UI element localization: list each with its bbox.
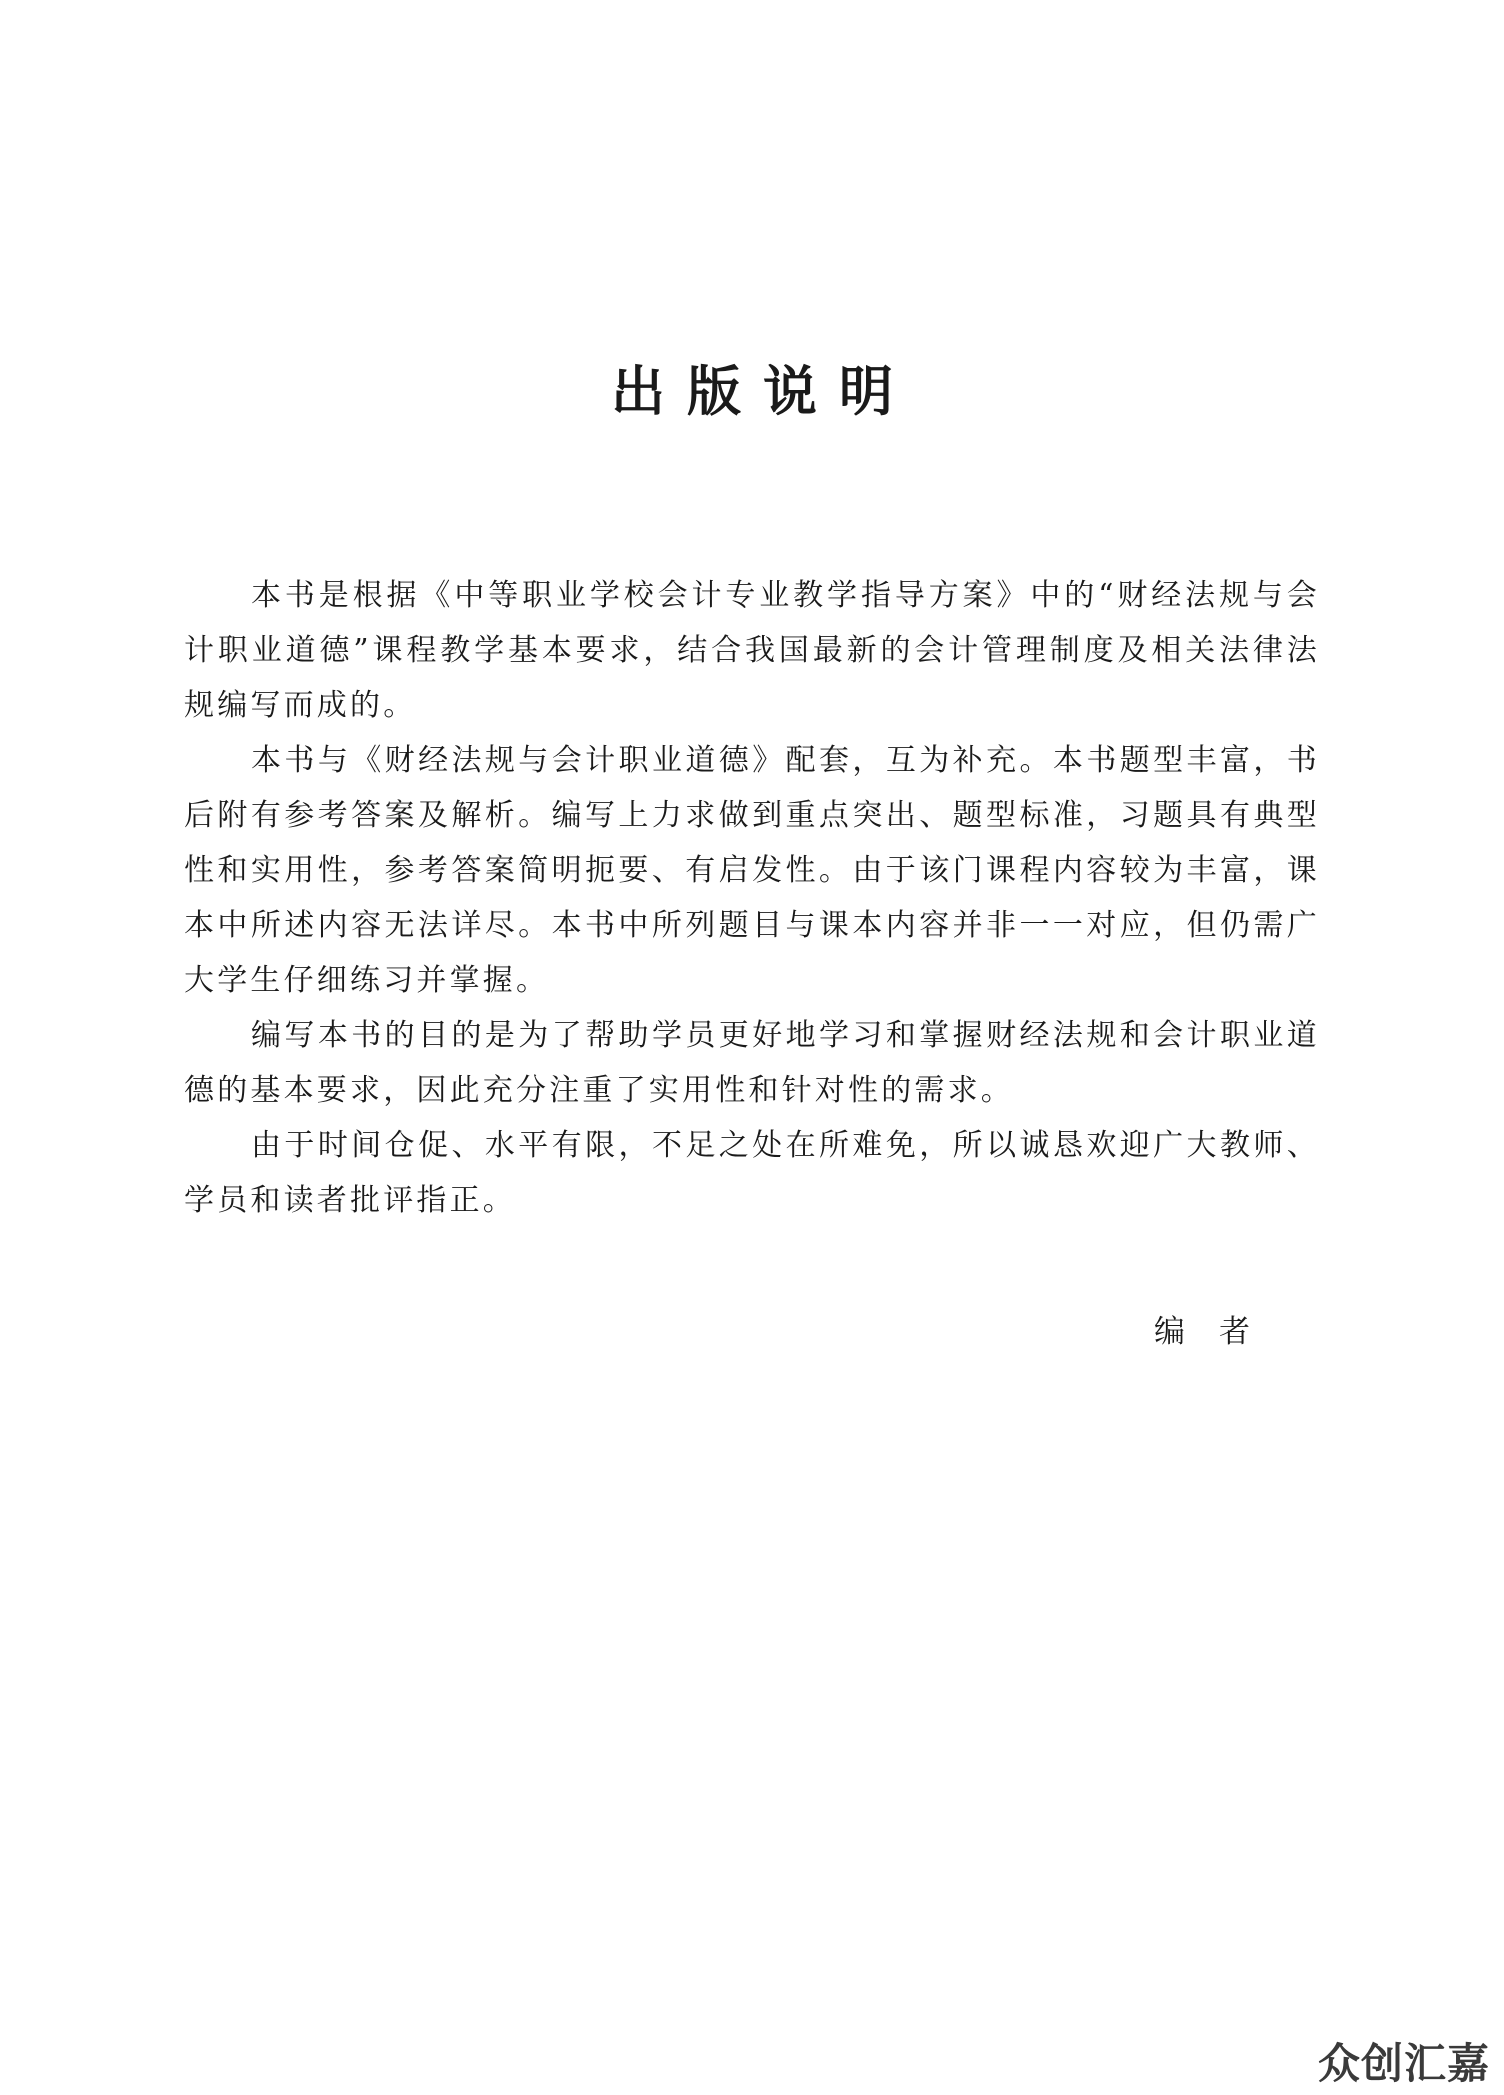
page-title: 出版说明 <box>611 359 915 423</box>
watermark-logo: 众创汇嘉 <box>1317 2039 1490 2088</box>
author-signature: 编者 <box>1154 1314 1284 1350</box>
paragraph-2: 本书与《财经法规与会计职业道德》配套，互为补充。本书题型丰富，书后附有参考答案及解析。编写上力求做到重点突出、题型标准，习题具有典型性和实用性，参考答案简明扼要、有启发性。由于该门课程内容较为丰富，课本中所述内容无法详尽。本书中所列题目与课本内容并非一一对应，但仍需广大学生仔细练习并掌握。 <box>184 743 1320 998</box>
preface-body <box>184 568 1320 1228</box>
paragraph-3: 编写本书的目的是为了帮助学员更好地学习和掌握财经法规和会计职业道德的基本要求，因此充分注重了实用性和针对性的需求。 <box>184 1018 1320 1108</box>
paragraph-4: 由于时间仓促、水平有限，不足之处在所难免，所以诚恳欢迎广大教师、学员和读者批评指正。 <box>184 1128 1320 1218</box>
paragraph-1: 本书是根据《中等职业学校会计专业教学指导方案》中的“财经法规与会计职业道德”课程教学基本要求，结合我国最新的会计管理制度及相关法律法规编写而成的。 <box>184 578 1320 723</box>
